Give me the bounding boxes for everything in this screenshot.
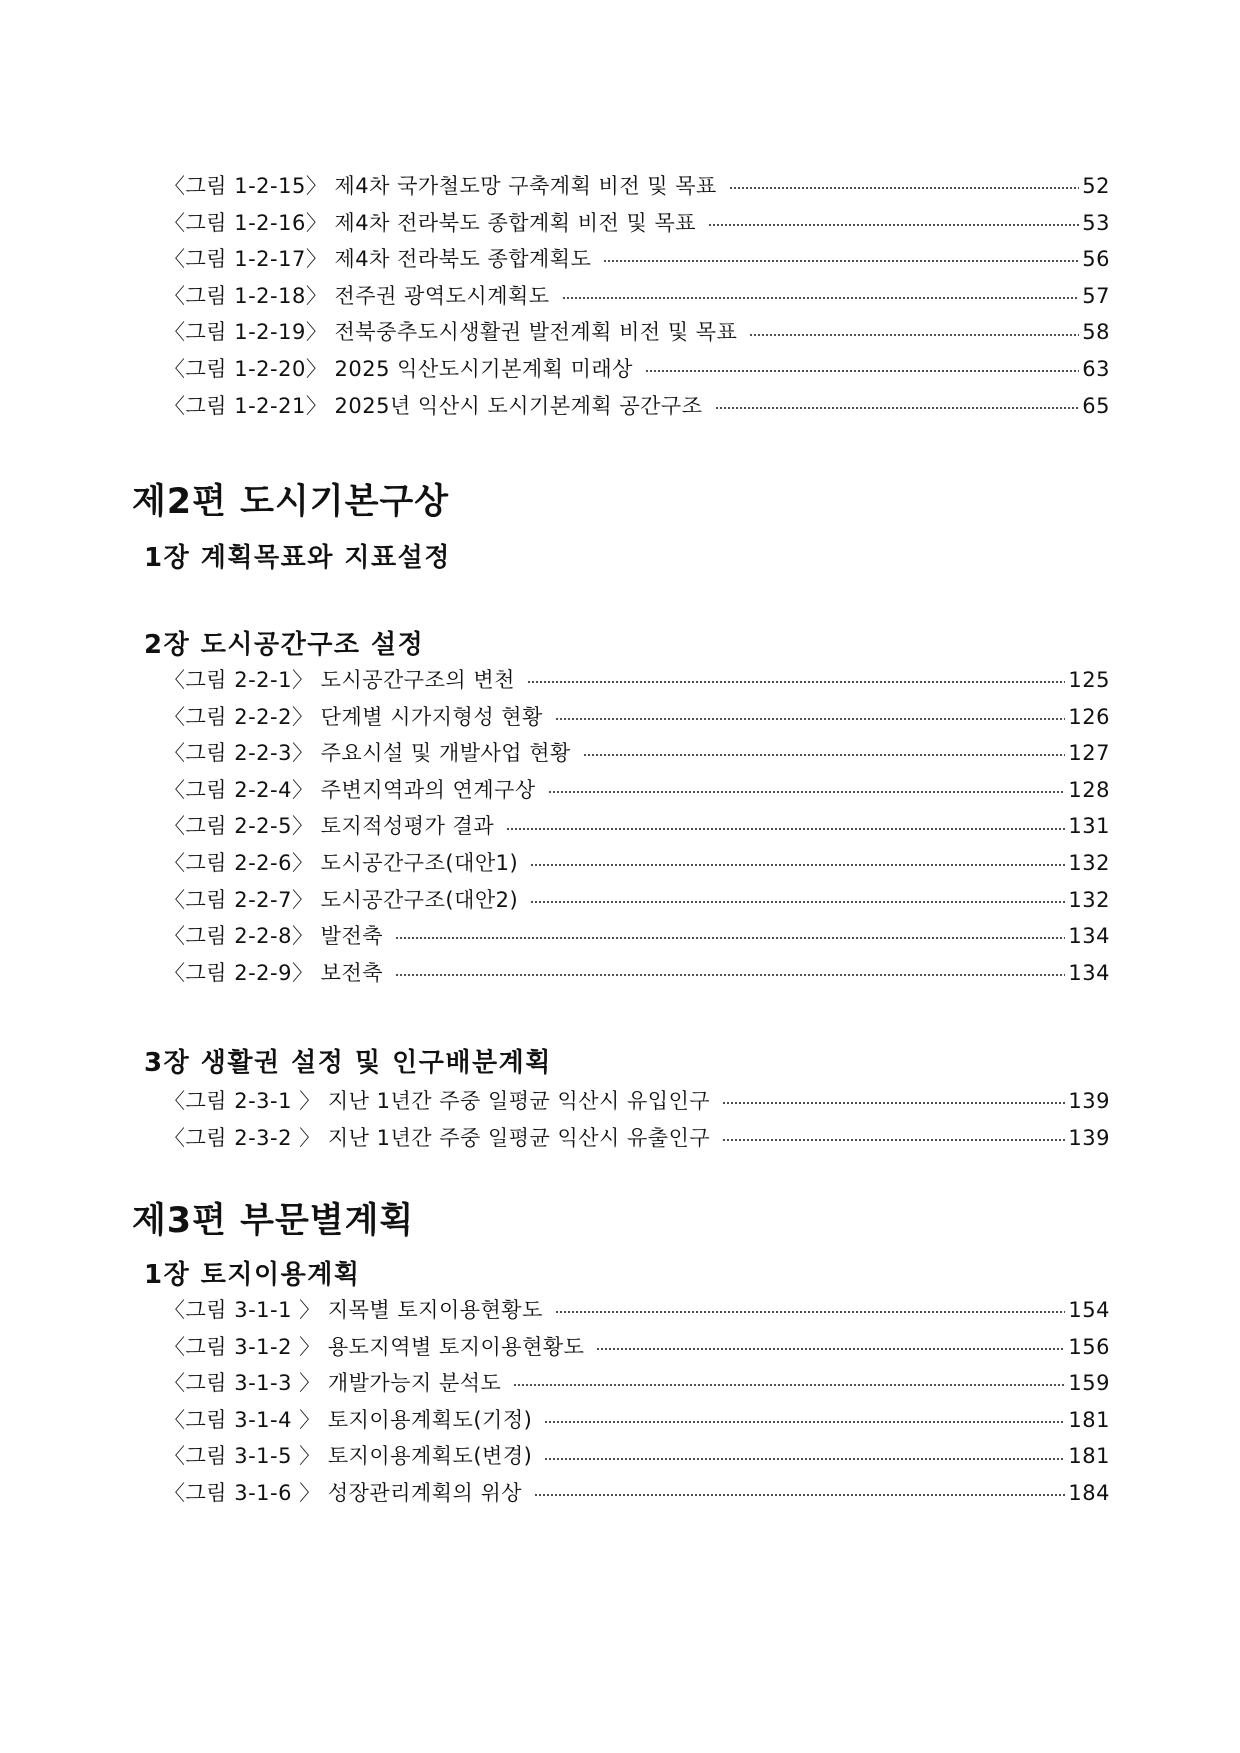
toc-entry[interactable] bbox=[164, 955, 1110, 992]
entry-label: 〈그림 1-2-19〉 전북중추도시생활권 발전계획 비전 및 목표 bbox=[164, 320, 738, 345]
dot-leader bbox=[544, 1421, 1065, 1423]
entry-label: 〈그림 2-2-1〉 도시공간구조의 변천 bbox=[164, 668, 515, 692]
entry-label: 〈그림 2-2-7〉 도시공간구조(대안2) bbox=[164, 887, 519, 912]
entry-page: 134 bbox=[1068, 924, 1110, 949]
entry-page: 181 bbox=[1068, 1407, 1110, 1432]
toc-entry[interactable] bbox=[164, 205, 1110, 242]
dot-leader bbox=[395, 937, 1065, 939]
toc-entry[interactable] bbox=[164, 772, 1110, 809]
entry-label: 〈그림 1-2-17〉 제4차 전라북도 종합계획도 bbox=[164, 247, 592, 272]
dot-leader bbox=[513, 1384, 1065, 1386]
toc-entry[interactable] bbox=[164, 314, 1110, 351]
dot-leader bbox=[603, 260, 1079, 262]
entry-label: 〈그림 1-2-21〉 2025년 익산시 도시기본계획 공간구조 bbox=[164, 393, 703, 418]
entry-label: 〈그림 3-1-2 〉 용도지역별 토지이용현황도 bbox=[164, 1334, 585, 1359]
entry-page: 181 bbox=[1068, 1444, 1110, 1469]
entry-page: 63 bbox=[1082, 356, 1110, 381]
toc-list-part2-ch2 bbox=[0, 662, 1240, 991]
toc-entry[interactable] bbox=[164, 1365, 1110, 1402]
toc-entry[interactable] bbox=[164, 1475, 1110, 1512]
dot-leader bbox=[645, 370, 1079, 372]
entry-label: 〈그림 2-2-9〉 보전축 bbox=[164, 960, 384, 985]
entry-page: 126 bbox=[1068, 704, 1110, 729]
toc-list-part1 bbox=[0, 168, 1240, 424]
entry-label: 〈그림 2-2-8〉 발전축 bbox=[164, 924, 384, 949]
toc-entry[interactable] bbox=[164, 1120, 1110, 1157]
entry-page: 139 bbox=[1068, 1125, 1110, 1150]
toc-entry[interactable] bbox=[164, 351, 1110, 388]
entry-label: 〈그림 1-2-20〉 2025 익산도시기본계획 미래상 bbox=[164, 356, 633, 381]
entry-page: 52 bbox=[1082, 174, 1110, 198]
toc-entry[interactable] bbox=[164, 845, 1110, 882]
entry-page: 56 bbox=[1082, 247, 1110, 272]
entry-page: 132 bbox=[1068, 887, 1110, 912]
toc-entry[interactable] bbox=[164, 1083, 1110, 1120]
chapter-title: 1장 토지이용계획 bbox=[144, 1260, 361, 1290]
dot-leader bbox=[548, 791, 1066, 793]
entry-page: 65 bbox=[1082, 393, 1110, 418]
toc-list-part3-ch1 bbox=[0, 1292, 1240, 1512]
toc-entry[interactable] bbox=[164, 882, 1110, 919]
part-title: 제2편 도시기본구상 bbox=[132, 482, 450, 522]
entry-label: 〈그림 1-2-18〉 전주권 광역도시계획도 bbox=[164, 283, 550, 308]
dot-leader bbox=[715, 407, 1080, 409]
toc-entry[interactable] bbox=[164, 735, 1110, 772]
dot-leader bbox=[527, 681, 1065, 683]
part-title: 제3편 부문별계획 bbox=[132, 1201, 415, 1241]
entry-page: 125 bbox=[1068, 668, 1110, 692]
toc-entry[interactable] bbox=[164, 241, 1110, 278]
entry-label: 〈그림 3-1-4 〉 토지이용계획도(기정) bbox=[164, 1407, 533, 1432]
entry-page: 58 bbox=[1082, 320, 1110, 345]
chapter-title: 2장 도시공간구조 설정 bbox=[144, 630, 425, 660]
entry-page: 156 bbox=[1068, 1334, 1110, 1359]
dot-leader bbox=[562, 297, 1080, 299]
toc-entry[interactable] bbox=[164, 662, 1110, 699]
dot-leader bbox=[534, 1494, 1065, 1496]
dot-leader bbox=[555, 718, 1066, 720]
entry-label: 〈그림 2-2-4〉 주변지역과의 연계구상 bbox=[164, 777, 536, 802]
toc-entry[interactable] bbox=[164, 1438, 1110, 1475]
dot-leader bbox=[749, 334, 1079, 336]
entry-page: 154 bbox=[1068, 1298, 1110, 1322]
dot-leader bbox=[708, 224, 1079, 226]
toc-entry[interactable] bbox=[164, 1329, 1110, 1366]
chapter-title: 1장 계획목표와 지표설정 bbox=[144, 543, 451, 573]
dot-leader bbox=[544, 1458, 1065, 1460]
toc-entry[interactable] bbox=[164, 918, 1110, 955]
chapter-title: 3장 생활권 설정 및 인구배분계획 bbox=[144, 1048, 552, 1078]
entry-label: 〈그림 3-1-3 〉 개발가능지 분석도 bbox=[164, 1371, 502, 1396]
entry-page: 53 bbox=[1082, 210, 1110, 235]
entry-page: 139 bbox=[1068, 1089, 1110, 1113]
entry-page: 128 bbox=[1068, 777, 1110, 802]
entry-label: 〈그림 1-2-16〉 제4차 전라북도 종합계획 비전 및 목표 bbox=[164, 210, 697, 235]
entry-label: 〈그림 1-2-15〉 제4차 국가철도망 구축계획 비전 및 목표 bbox=[164, 174, 717, 198]
dot-leader bbox=[722, 1102, 1065, 1104]
entry-page: 131 bbox=[1068, 814, 1110, 839]
entry-label: 〈그림 2-3-1 〉 지난 1년간 주중 일평균 익산시 유입인구 bbox=[164, 1089, 711, 1113]
entry-label: 〈그림 2-3-2 〉 지난 1년간 주중 일평균 익산시 유출인구 bbox=[164, 1125, 711, 1150]
dot-leader bbox=[722, 1139, 1065, 1141]
toc-entry[interactable] bbox=[164, 278, 1110, 315]
entry-page: 184 bbox=[1068, 1480, 1110, 1505]
entry-page: 127 bbox=[1068, 741, 1110, 766]
dot-leader bbox=[555, 1311, 1066, 1313]
entry-label: 〈그림 2-2-6〉 도시공간구조(대안1) bbox=[164, 850, 519, 875]
toc-entry[interactable] bbox=[164, 808, 1110, 845]
dot-leader bbox=[729, 187, 1079, 189]
entry-label: 〈그림 3-1-5 〉 토지이용계획도(변경) bbox=[164, 1444, 533, 1469]
entry-label: 〈그림 2-2-3〉 주요시설 및 개발사업 현황 bbox=[164, 741, 571, 766]
toc-entry[interactable] bbox=[164, 1402, 1110, 1439]
dot-leader bbox=[530, 901, 1065, 903]
entry-label: 〈그림 3-1-1 〉 지목별 토지이용현황도 bbox=[164, 1298, 543, 1322]
dot-leader bbox=[395, 974, 1065, 976]
dot-leader bbox=[583, 754, 1066, 756]
toc-entry[interactable] bbox=[164, 388, 1110, 425]
entry-page: 132 bbox=[1068, 850, 1110, 875]
entry-page: 57 bbox=[1082, 283, 1110, 308]
dot-leader bbox=[596, 1348, 1065, 1350]
entry-label: 〈그림 2-2-5〉 토지적성평가 결과 bbox=[164, 814, 495, 839]
toc-list-part2-ch3 bbox=[0, 1083, 1240, 1156]
toc-entry[interactable] bbox=[164, 699, 1110, 736]
toc-entry[interactable] bbox=[164, 168, 1110, 205]
entry-page: 134 bbox=[1068, 960, 1110, 985]
entry-page: 159 bbox=[1068, 1371, 1110, 1396]
dot-leader bbox=[530, 864, 1065, 866]
entry-label: 〈그림 3-1-6 〉 성장관리계획의 위상 bbox=[164, 1480, 523, 1505]
toc-entry[interactable] bbox=[164, 1292, 1110, 1329]
dot-leader bbox=[506, 828, 1065, 830]
entry-label: 〈그림 2-2-2〉 단계별 시가지형성 현황 bbox=[164, 704, 543, 729]
